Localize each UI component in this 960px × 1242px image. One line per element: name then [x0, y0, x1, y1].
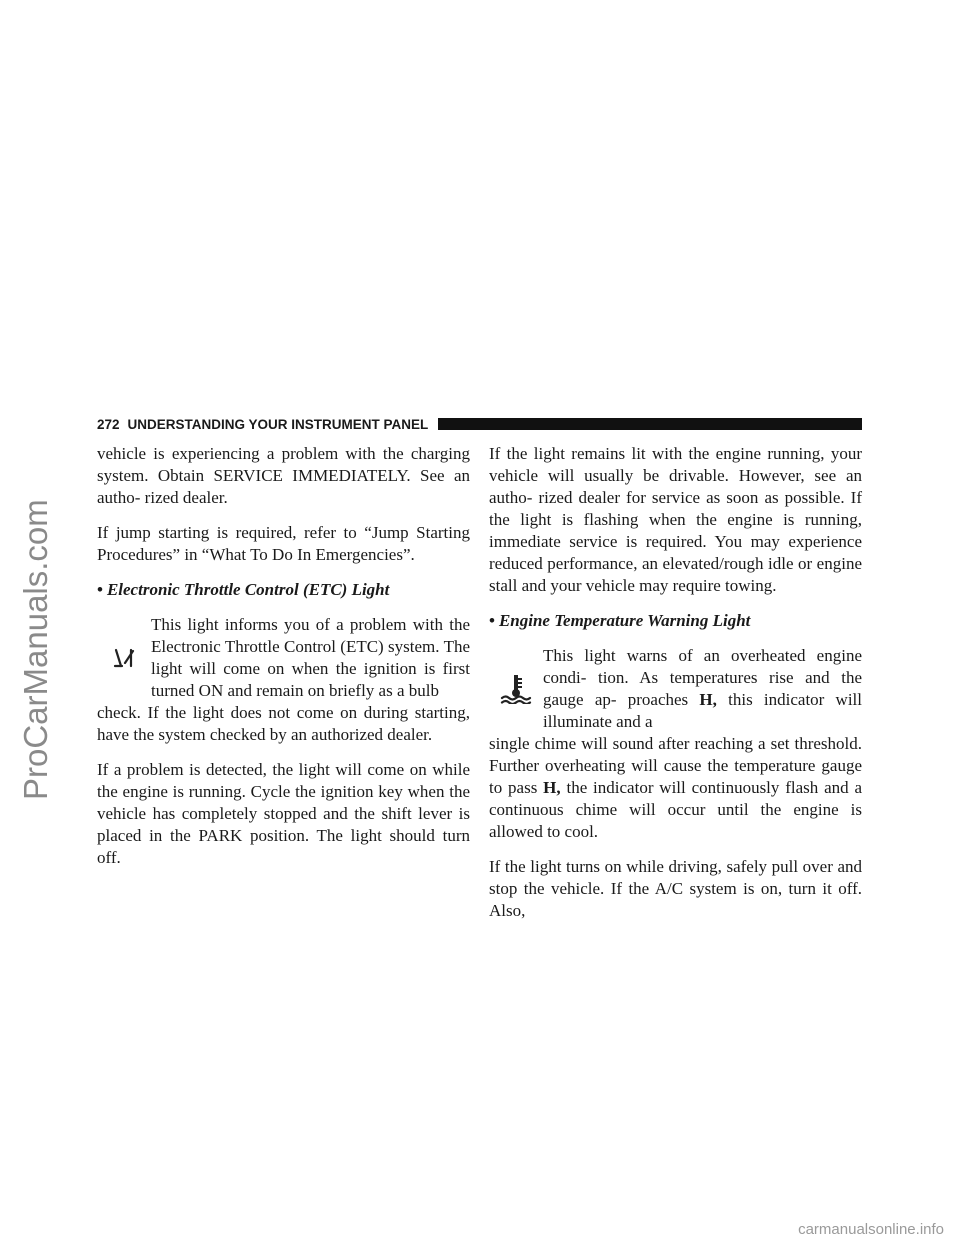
paragraph: If jump starting is required, refer to “Jump Starting Procedures” in “What To Do In Emergencies”.	[97, 523, 470, 564]
bullet-heading-text: Electronic Throttle Control (ETC) Light	[106, 580, 390, 599]
text-part: the indicator will continuously flash and a continuous chime will occur until the engine is allowed to cool.	[489, 778, 863, 841]
bullet: •	[97, 580, 103, 599]
page-number: 272	[97, 416, 120, 432]
paragraph: If the light remains lit with the engine running, your vehicle will usually be drivable. However, see an autho- rized dealer for service as soon as possible. If the light is flashing when the engine is running, immediate service is required. You may experience reduced performance, an elevated/rough idle or engine stall and your vehicle may require towing.	[489, 444, 862, 595]
bullet-heading-temp	[489, 610, 862, 632]
watermark: ProCarManuals.com	[17, 499, 54, 800]
etc-light-icon	[97, 645, 151, 671]
paragraph: If the light turns on while driving, safely pull over and stop the vehicle. If the A/C system is on, turn it off. Also,	[489, 857, 862, 920]
temp-text-part: this indicator will illuminate and a	[543, 690, 863, 731]
footer-watermark: carmanualsonline.info	[798, 1221, 944, 1238]
text-part: single chime will sound after reaching a set threshold. Further overheating will cause the temperature gauge to pass	[489, 734, 862, 797]
etc-light-description: This light informs you of a problem with the Electronic Throttle Control (ETC) system. The light will come on when the ignition is first turned ON and remain on briefly as a bulb	[151, 615, 470, 700]
paragraph: check. If the light does not come on during starting, have the system checked by an authorized dealer.	[97, 703, 470, 744]
header-rule	[438, 418, 862, 430]
hot-marker: H,	[699, 690, 717, 709]
section-title: UNDERSTANDING YOUR INSTRUMENT PANEL	[127, 416, 429, 432]
paragraph	[489, 733, 862, 843]
temp-light-block	[489, 645, 862, 733]
right-column	[489, 443, 862, 935]
thermometer-icon	[489, 674, 543, 704]
left-column	[97, 443, 470, 882]
paragraph: If a problem is detected, the light will come on while the engine is running. Cycle the ignition key when the vehicle has completely stopped and the shift lever is placed in the PARK position. The light should turn off.	[97, 760, 470, 867]
paragraph: vehicle is experiencing a problem with the charging system. Obtain SERVICE IMMEDIATELY. See an autho- rized dealer.	[97, 444, 470, 507]
bullet-heading-text: Engine Temperature Warning Light	[498, 611, 751, 630]
etc-light-block	[97, 614, 470, 702]
temp-text-part: This light warns of an overheated engine condi- tion. As temperatures rise and the gauge ap- proaches	[543, 646, 862, 709]
bullet: •	[489, 611, 495, 630]
hot-marker: H,	[543, 778, 561, 797]
bullet-heading-etc	[97, 579, 470, 601]
temp-light-description	[543, 645, 862, 733]
page-header	[97, 415, 862, 433]
